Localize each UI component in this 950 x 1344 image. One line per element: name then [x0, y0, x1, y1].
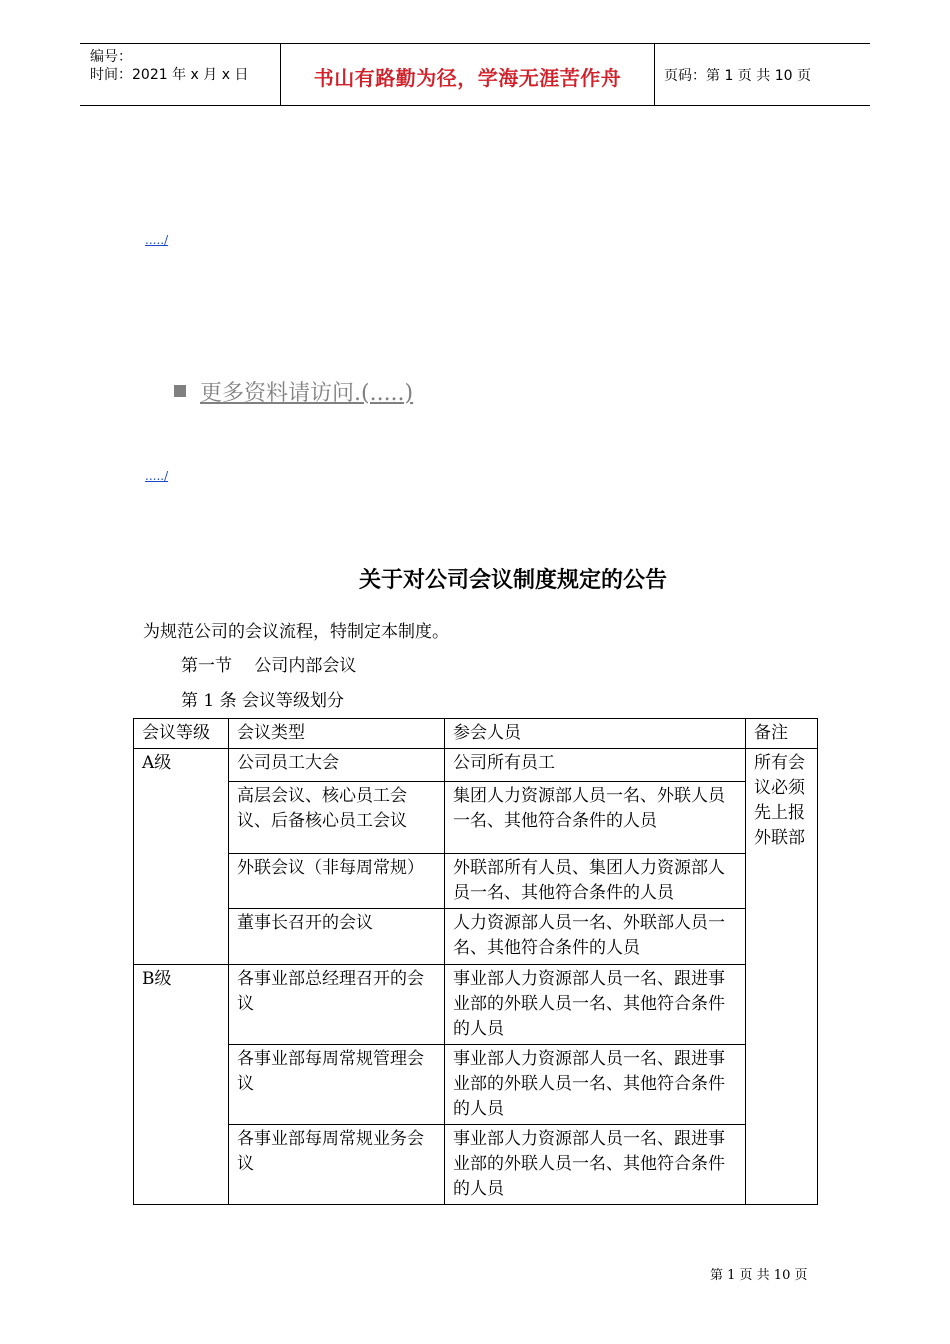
type-cell: 董事长召开的会议: [229, 909, 445, 965]
more-resources-link[interactable]: 更多资料请访问.(.....): [200, 381, 414, 406]
table-row: [134, 1125, 818, 1205]
attendees-cell: 事业部人力资源部人员一名、跟进事业部的外联人员一名、其他符合条件的人员: [445, 1125, 746, 1205]
header-cell: 备注: [746, 719, 818, 749]
header-cell: 参会人员: [445, 719, 746, 749]
attendees-cell: 公司所有员工: [445, 749, 746, 782]
header-cell: 会议类型: [229, 719, 445, 749]
attendees-cell: 外联部所有人员、集团人力资源部人员一名、其他符合条件的人员: [445, 854, 746, 909]
attendees-cell: 事业部人力资源部人员一名、跟进事业部的外联人员一名、其他符合条件的人员: [445, 965, 746, 1045]
table-row: [134, 965, 818, 1045]
table-row: [134, 782, 818, 854]
bullet-square-icon: [174, 385, 186, 397]
header-motto-cell: [280, 44, 655, 105]
table-row: [134, 749, 818, 782]
link-2[interactable]: ...../: [145, 469, 169, 483]
section-heading: 第一节 公司内部会议: [181, 656, 357, 676]
type-cell: 各事业部总经理召开的会议: [229, 965, 445, 1045]
table-header-row: [134, 719, 818, 749]
attendees-cell: 集团人力资源部人员一名、外联人员一名、其他符合条件的人员: [445, 782, 746, 854]
footer-page-number: 第 1 页 共 10 页: [710, 1268, 808, 1283]
level-cell: B级: [134, 965, 229, 1205]
page-label: 页码：第 1 页 共 10 页: [664, 68, 811, 84]
table-row: [134, 1045, 818, 1125]
type-cell: 高层会议、核心员工会议、后备核心员工会议: [229, 782, 445, 854]
table-row: [134, 854, 818, 909]
page-header: [80, 43, 870, 106]
attendees-cell: 人力资源部人员一名、外联部人员一名、其他符合条件的人员: [445, 909, 746, 965]
header-page-cell: [654, 44, 870, 105]
link-1[interactable]: ...../: [145, 233, 169, 247]
remark-cell: 所有会议必须先上报外联部: [746, 749, 818, 1205]
intro-paragraph: 为规范公司的会议流程，特制定本制度。: [143, 622, 449, 642]
date-label: 时间：2021 年 x 月 x 日: [90, 67, 249, 83]
document-title: 关于对公司会议制度规定的公告: [358, 568, 667, 593]
article-heading: 第 1 条 会议等级划分: [181, 691, 345, 711]
header-cell: 会议等级: [134, 719, 229, 749]
number-label: 编号：: [90, 49, 132, 65]
type-cell: 公司员工大会: [229, 749, 445, 782]
type-cell: 各事业部每周常规业务会议: [229, 1125, 445, 1205]
meeting-level-table: [133, 718, 818, 1205]
type-cell: 各事业部每周常规管理会议: [229, 1045, 445, 1125]
header-info-cell: [80, 44, 280, 105]
level-cell: A级: [134, 749, 229, 965]
more-resources-line[interactable]: [174, 376, 413, 407]
attendees-cell: 事业部人力资源部人员一名、跟进事业部的外联人员一名、其他符合条件的人员: [445, 1045, 746, 1125]
motto: 书山有路勤为径，学海无涯苦作舟: [313, 66, 622, 90]
type-cell: 外联会议（非每周常规）: [229, 854, 445, 909]
table-row: [134, 909, 818, 965]
